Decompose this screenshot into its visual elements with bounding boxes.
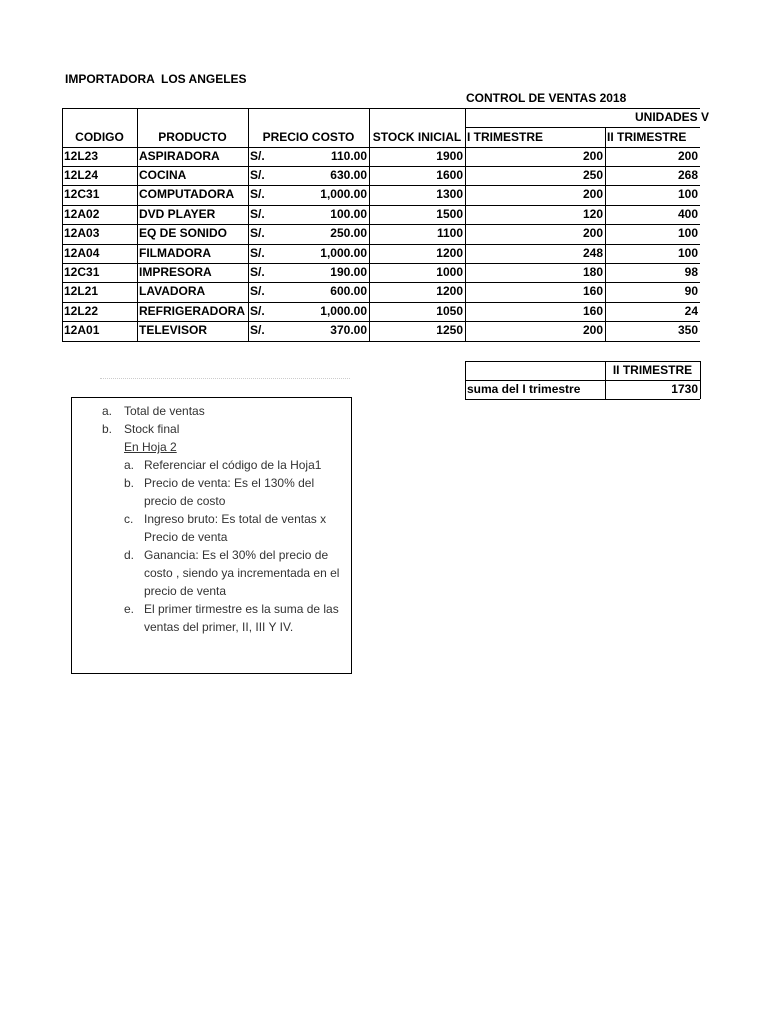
cell-currency: S/. bbox=[250, 187, 265, 202]
note-marker: a. bbox=[102, 404, 113, 418]
cell-producto: TELEVISOR bbox=[139, 323, 208, 338]
subnote-text: Ganancia: Es el 30% del precio de costo , siendo ya incrementada en el precio de venta bbox=[144, 548, 340, 598]
cell-stock: 1250 bbox=[436, 323, 463, 338]
subnote-text: Precio de venta: Es el 130% del precio de costo bbox=[144, 476, 315, 508]
cell-producto: FILMADORA bbox=[139, 245, 211, 260]
notes-box bbox=[71, 397, 352, 674]
cell-codigo: 12L24 bbox=[64, 167, 99, 182]
cell-stock: 1900 bbox=[436, 148, 463, 163]
cell-producto: COCINA bbox=[139, 167, 187, 182]
cell-precio: 250.00 bbox=[330, 226, 367, 241]
cell-codigo: 12C31 bbox=[64, 187, 100, 202]
cell-producto: IMPRESORA bbox=[139, 264, 212, 279]
cell-stock: 1200 bbox=[436, 284, 463, 299]
company-name: IMPORTADORA LOS ANGELES bbox=[65, 72, 247, 86]
cell-trimestre-1: 200 bbox=[582, 187, 603, 202]
cell-stock: 1600 bbox=[436, 167, 463, 182]
cell-trimestre-1: 200 bbox=[582, 323, 603, 338]
cell-codigo: 12A03 bbox=[64, 226, 100, 241]
cell-stock: 1500 bbox=[436, 206, 463, 221]
cell-producto: ASPIRADORA bbox=[139, 148, 220, 163]
cell-precio: 1,000.00 bbox=[320, 187, 367, 202]
cell-currency: S/. bbox=[250, 167, 265, 182]
cell-trimestre-2: 100 bbox=[677, 187, 698, 202]
grid-line bbox=[62, 341, 700, 342]
cell-trimestre-2: 90 bbox=[684, 284, 698, 299]
column-header: PRODUCTO bbox=[158, 129, 227, 144]
cell-currency: S/. bbox=[250, 226, 265, 241]
cell-stock: 1200 bbox=[436, 245, 463, 260]
cell-stock: 1300 bbox=[436, 187, 463, 202]
cell-precio: 1,000.00 bbox=[320, 245, 367, 260]
note-text: Stock final bbox=[124, 422, 180, 436]
cell-precio: 600.00 bbox=[330, 284, 367, 299]
summary-header: II TRIMESTRE bbox=[612, 363, 693, 377]
summary-value: 1730 bbox=[671, 382, 698, 396]
cell-trimestre-1: 248 bbox=[582, 245, 603, 260]
grid-line bbox=[700, 361, 701, 399]
cell-codigo: 12A01 bbox=[64, 323, 100, 338]
cell-trimestre-1: 180 bbox=[582, 264, 603, 279]
subnote-text: El primer tirmestre es la suma de las ventas del primer, II, III Y IV. bbox=[144, 602, 339, 634]
column-header: II TRIMESTRE bbox=[607, 129, 687, 144]
cell-trimestre-2: 400 bbox=[677, 206, 698, 221]
column-header: CODIGO bbox=[75, 129, 124, 144]
cell-trimestre-2: 100 bbox=[677, 245, 698, 260]
cell-currency: S/. bbox=[250, 206, 265, 221]
grid-line bbox=[465, 361, 466, 399]
faint-divider bbox=[100, 378, 350, 380]
cell-codigo: 12L22 bbox=[64, 303, 99, 318]
subnote-marker: a. bbox=[124, 458, 135, 472]
cell-precio: 370.00 bbox=[330, 323, 367, 338]
cell-stock: 1000 bbox=[436, 264, 463, 279]
cell-currency: S/. bbox=[250, 148, 265, 163]
cell-codigo: 12C31 bbox=[64, 264, 100, 279]
cell-trimestre-1: 250 bbox=[582, 167, 603, 182]
report-title: CONTROL DE VENTAS 2018 bbox=[466, 91, 627, 105]
cell-currency: S/. bbox=[250, 245, 265, 260]
cell-trimestre-1: 200 bbox=[582, 226, 603, 241]
group-header: UNIDADES V bbox=[635, 110, 710, 124]
subnote-marker: e. bbox=[124, 602, 135, 616]
subnote-marker: b. bbox=[124, 476, 135, 490]
cell-trimestre-1: 120 bbox=[582, 206, 603, 221]
cell-codigo: 12A02 bbox=[64, 206, 100, 221]
cell-currency: S/. bbox=[250, 303, 265, 318]
cell-producto: EQ DE SONIDO bbox=[139, 226, 228, 241]
column-header: PRECIO COSTO bbox=[262, 129, 355, 144]
cell-trimestre-2: 24 bbox=[684, 303, 698, 318]
note-marker: b. bbox=[102, 422, 113, 436]
column-header: STOCK INICIAL bbox=[372, 129, 462, 144]
cell-codigo: 12A04 bbox=[64, 245, 100, 260]
cell-currency: S/. bbox=[250, 284, 265, 299]
summary-label: suma del I trimestre bbox=[467, 382, 581, 396]
column-header: I TRIMESTRE bbox=[467, 129, 544, 144]
cell-trimestre-2: 350 bbox=[677, 323, 698, 338]
cell-stock: 1100 bbox=[436, 226, 463, 241]
cell-trimestre-2: 268 bbox=[677, 167, 698, 182]
cell-currency: S/. bbox=[250, 264, 265, 279]
cell-codigo: 12L23 bbox=[64, 148, 99, 163]
cell-precio: 100.00 bbox=[330, 206, 367, 221]
subnote-text: Referenciar el código de la Hoja1 bbox=[144, 458, 322, 472]
cell-producto: LAVADORA bbox=[139, 284, 206, 299]
cell-precio: 190.00 bbox=[330, 264, 367, 279]
cell-precio: 110.00 bbox=[330, 148, 367, 163]
cell-trimestre-2: 200 bbox=[677, 148, 698, 163]
cell-trimestre-1: 160 bbox=[582, 284, 603, 299]
cell-trimestre-1: 200 bbox=[582, 148, 603, 163]
cell-producto: REFRIGERADORA bbox=[139, 303, 246, 318]
subnote-marker: d. bbox=[124, 548, 135, 562]
cell-stock: 1050 bbox=[436, 303, 463, 318]
cell-producto: DVD PLAYER bbox=[139, 206, 216, 221]
subnote-text: Ingreso bruto: Es total de ventas x Precio de venta bbox=[144, 512, 327, 544]
note-text: Total de ventas bbox=[124, 404, 205, 418]
cell-codigo: 12L21 bbox=[64, 284, 99, 299]
note-subheading: En Hoja 2 bbox=[124, 440, 177, 454]
cell-currency: S/. bbox=[250, 323, 265, 338]
cell-producto: COMPUTADORA bbox=[139, 187, 235, 202]
cell-trimestre-2: 98 bbox=[684, 264, 698, 279]
grid-line bbox=[465, 399, 700, 400]
cell-precio: 1,000.00 bbox=[320, 303, 367, 318]
cell-trimestre-2: 100 bbox=[677, 226, 698, 241]
cell-trimestre-1: 160 bbox=[582, 303, 603, 318]
cell-precio: 630.00 bbox=[330, 167, 367, 182]
subnote-marker: c. bbox=[124, 512, 134, 526]
